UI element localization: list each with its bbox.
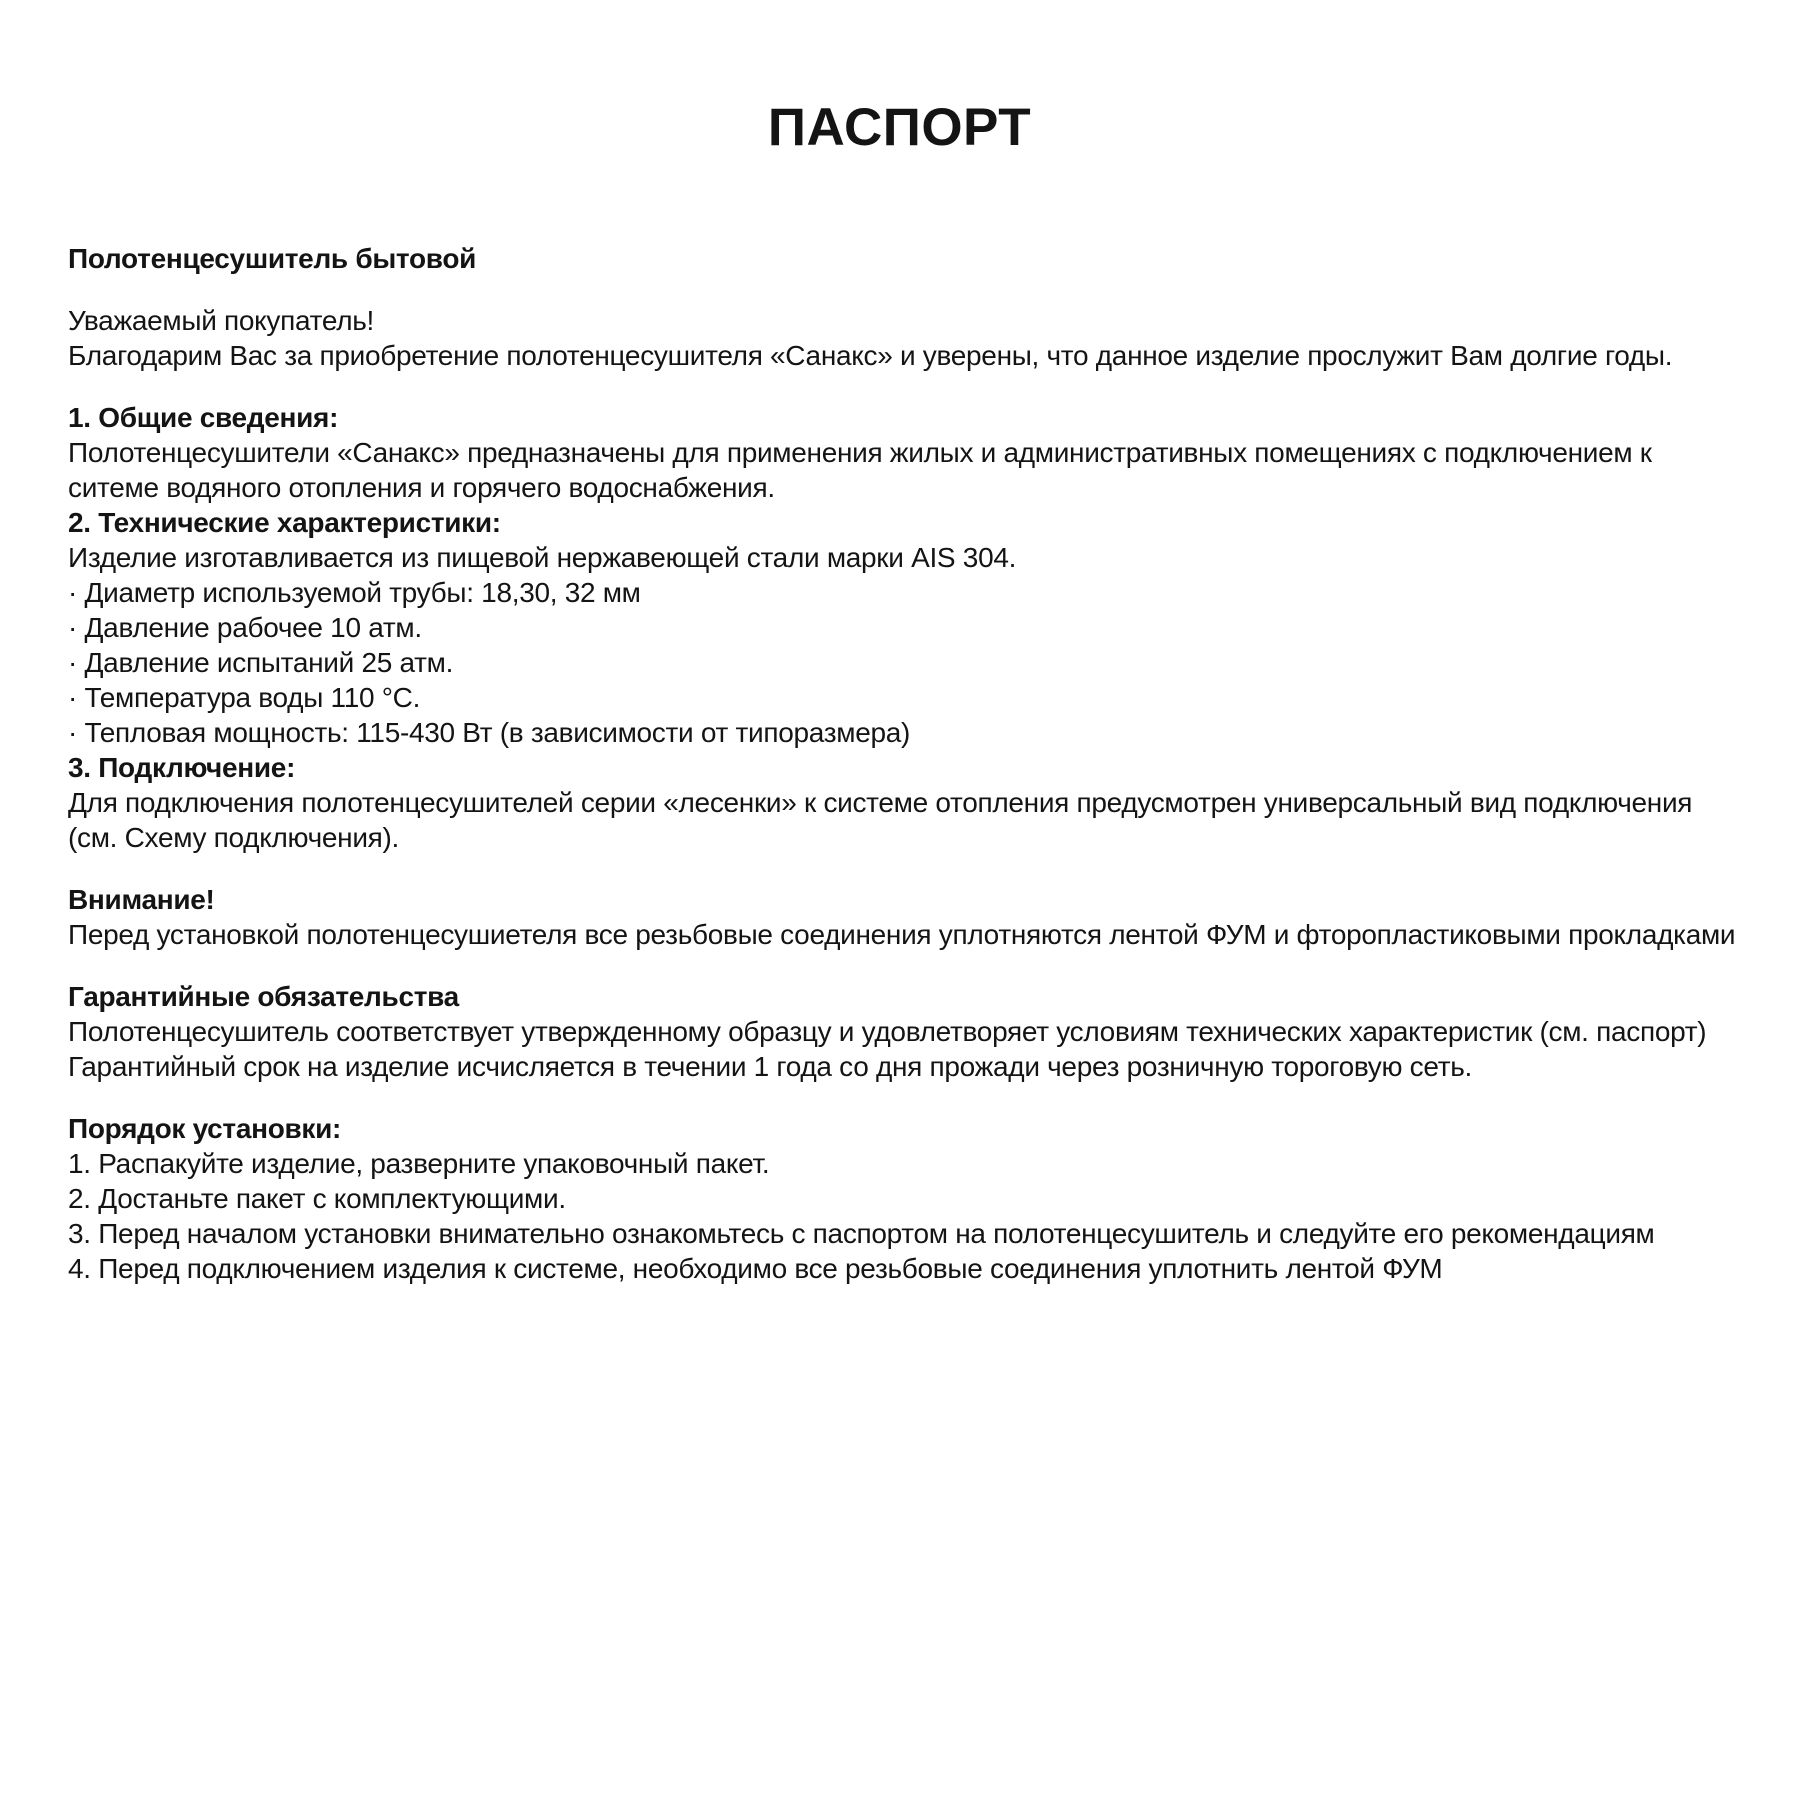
text-line: · Диаметр используемой трубы: 18,30, 32 мм: [68, 577, 641, 608]
text-line: 2. Достаньте пакет с комплектующими.: [68, 1183, 566, 1214]
section-heading: 1. Общие сведения:: [68, 402, 339, 433]
text-line: · Давление испытаний 25 атм.: [68, 647, 454, 678]
text-line: ситеме водяного отопления и горячего водоснабжения.: [68, 472, 775, 503]
paragraph-gap: [68, 1084, 1759, 1111]
text-line: Гарантийный срок на изделие исчисляется в течении 1 года со дня прожади через розничную тороговую сеть.: [68, 1051, 1473, 1082]
text-line: 3. Перед началом установки внимательно ознакомьтесь с паспортом на полотенцесушитель и следуйте его рекомендациям: [68, 1218, 1655, 1249]
section-heading: 2. Технические характеристики:: [68, 507, 501, 538]
section-heading: Внимание!: [68, 884, 215, 915]
text-line: 1. Распакуйте изделие, разверните упаковочный пакет.: [68, 1148, 770, 1179]
text-line: Для подключения полотенцесушителей серии «лесенки» к системе отопления предусмотрен универсальный вид подключения: [68, 787, 1693, 818]
section-heading: Полотенцесушитель бытовой: [68, 243, 477, 274]
section-heading: 3. Подключение:: [68, 752, 296, 783]
paragraph-gap: [68, 276, 1759, 303]
text-line: 4. Перед подключением изделия к системе, необходимо все резьбовые соединения уплотнить лентой ФУМ: [68, 1253, 1443, 1284]
text-line: Изделие изготавливается из пищевой нержавеющей стали марки AIS 304.: [68, 542, 1017, 573]
text-line: Полотенцесушители «Санакс» предназначены для применения жилых и административных помещениях с подключением к: [68, 437, 1652, 468]
paragraph-gap: [68, 952, 1759, 979]
text-line: · Температура воды 110 °С.: [68, 682, 421, 713]
text-line: Полотенцесушитель соответствует утвержденному образцу и удовлетворяет условиям технических характеристик (см. паспорт): [68, 1016, 1707, 1047]
text-line: · Давление рабочее 10 атм.: [68, 612, 422, 643]
section-heading: Гарантийные обязательства: [68, 981, 459, 1012]
paragraph-gap: [68, 855, 1759, 882]
text-line: (см. Схему подключения).: [68, 822, 400, 853]
text-line: Уважаемый покупатель!: [68, 305, 374, 336]
section-heading: Порядок установки:: [68, 1113, 342, 1144]
document-title: ПАСПОРТ: [767, 98, 1032, 157]
paragraph-gap: [68, 373, 1759, 400]
text-line: · Тепловая мощность: 115-430 Вт (в зависимости от типоразмера): [68, 717, 911, 748]
text-line: Благодарим Вас за приобретение полотенцесушителя «Санакс» и уверены, что данное изделие прослужит Вам долгие годы.: [68, 340, 1673, 371]
text-line: Перед установкой полотенцесушиетеля все резьбовые соединения уплотняются лентой ФУМ и фторопластиковыми прокладками: [68, 919, 1736, 950]
document-body: [68, 241, 1759, 1286]
